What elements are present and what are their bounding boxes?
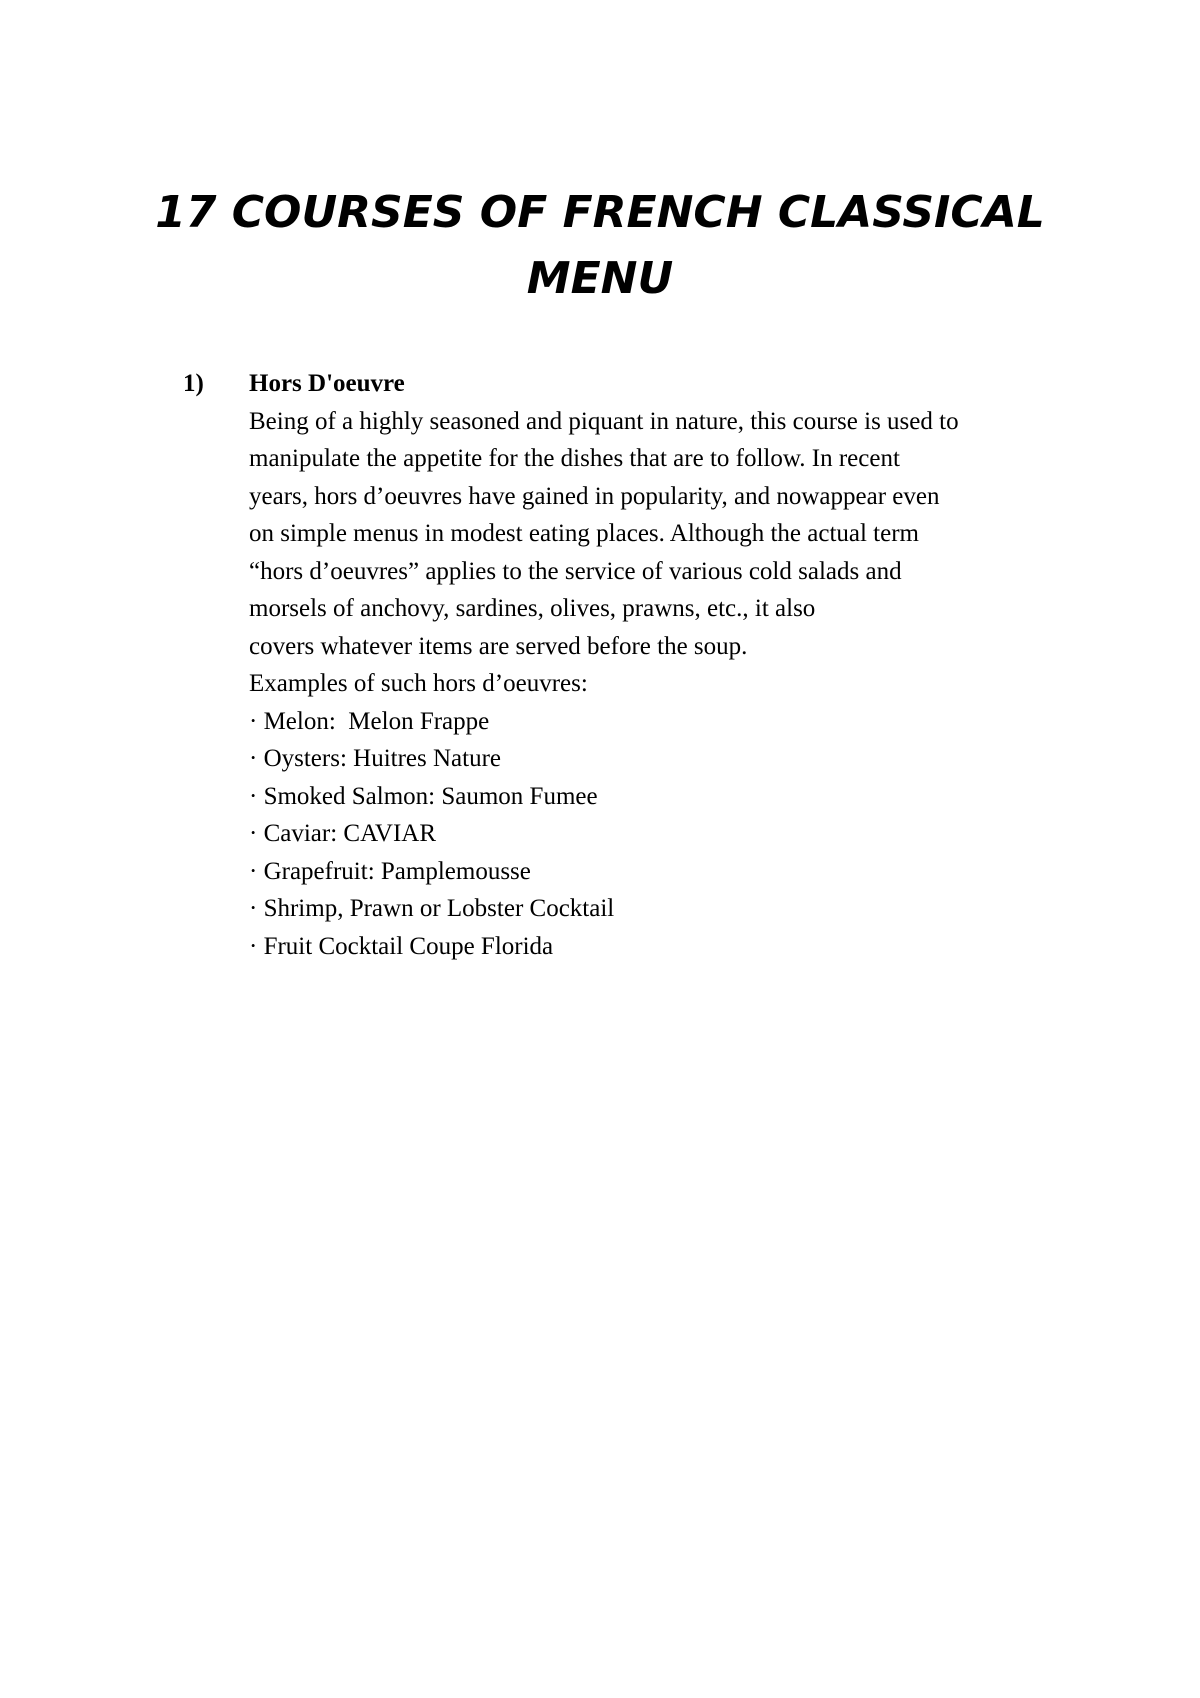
- title-line-1: 17 COURSES OF FRENCH CLASSICAL: [155, 187, 1045, 238]
- course-number: 1): [183, 370, 204, 397]
- example-item: · Fruit Cocktail Coupe Florida: [249, 932, 554, 960]
- example-item: · Melon: Melon Frappe: [249, 707, 490, 735]
- document-title: [100, 180, 1100, 312]
- course-name: Hors D'oeuvre: [249, 370, 405, 397]
- title-line-2: MENU: [526, 253, 674, 304]
- example-item: · Oysters: Huitres Nature: [249, 745, 502, 772]
- description-line: morsels of anchovy, sardines, olives, prawns, etc., it also: [249, 595, 816, 622]
- example-item: · Caviar: CAVIAR: [249, 820, 437, 847]
- description-line: “hors d’oeuvres” applies to the service of various cold salads and: [249, 557, 902, 585]
- examples-list: [249, 703, 1083, 966]
- course-body: [249, 365, 1083, 965]
- example-item: · Shrimp, Prawn or Lobster Cocktail: [249, 895, 615, 922]
- course-description: [249, 403, 1083, 666]
- description-line: covers whatever items are served before the soup.: [249, 632, 748, 660]
- description-line: on simple menus in modest eating places. Although the actual term: [249, 520, 919, 547]
- examples-heading: Examples of such hors d’oeuvres:: [249, 670, 588, 697]
- course-section: [183, 365, 1083, 965]
- example-item: · Grapefruit: Pamplemousse: [249, 857, 531, 885]
- example-item: · Smoked Salmon: Saumon Fumee: [249, 782, 598, 810]
- description-line: years, hors d’oeuvres have gained in popularity, and nowappear even: [249, 482, 940, 510]
- description-line: manipulate the appetite for the dishes that are to follow. In recent: [249, 445, 900, 472]
- description-line: Being of a highly seasoned and piquant in nature, this course is used to: [249, 407, 959, 435]
